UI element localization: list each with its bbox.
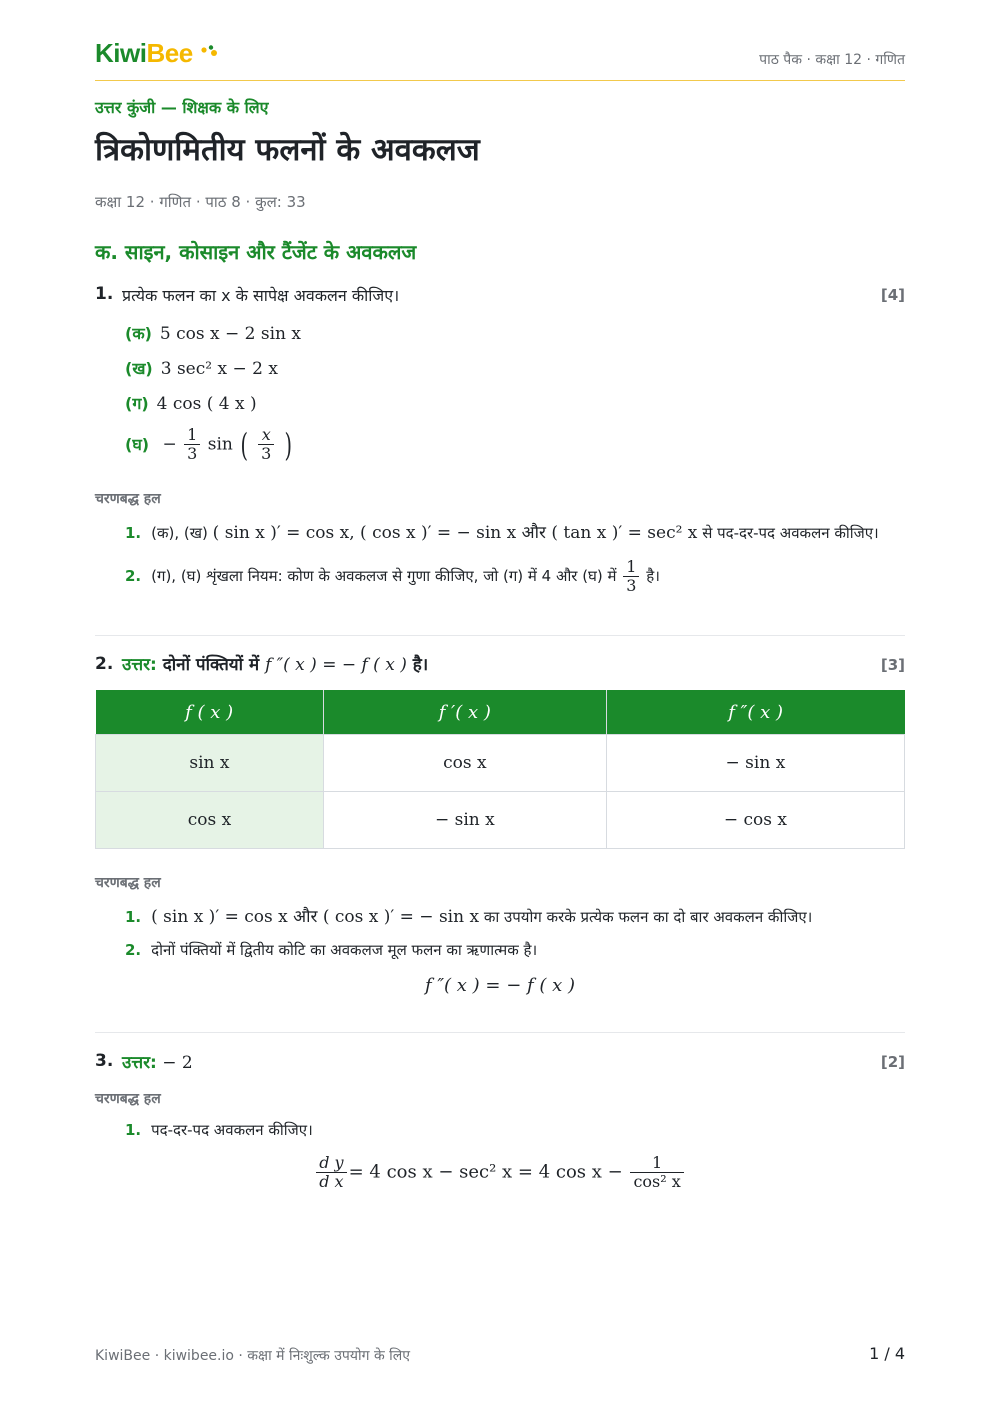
q1-part-a bbox=[125, 322, 301, 344]
frac-num: 1 bbox=[630, 1154, 683, 1173]
step-math: ( sin x )′ = cos x और ( cos x )′ = − sin x bbox=[151, 907, 480, 927]
step-rule: ( sin x )′ = cos x, ( cos x )′ = − sin x और ( tan x )′ = sec² x bbox=[212, 523, 698, 543]
table-cell: cos x bbox=[96, 792, 324, 849]
step-text: का उपयोग करके प्रत्येक फलन का दो बार अवकलन कीजिए। bbox=[483, 908, 813, 926]
table-cell: − sin x bbox=[606, 735, 904, 792]
step-text: दोनों पंक्तियों में द्वितीय कोटि का अवकलज मूल फलन का ऋणात्मक है। bbox=[151, 941, 538, 959]
part-label: (ग) bbox=[125, 394, 149, 413]
question-number: 1. bbox=[95, 284, 114, 304]
fraction bbox=[623, 558, 639, 595]
page-number: 1 / 4 bbox=[869, 1344, 905, 1363]
answer-value: − 2 bbox=[162, 1053, 193, 1073]
part-label: (घ) bbox=[125, 434, 150, 454]
frac-den: 3 bbox=[626, 576, 637, 595]
table-cell: − sin x bbox=[323, 792, 606, 849]
paren-close: ) bbox=[284, 425, 292, 464]
equation-middle: = 4 cos x − sec² x = 4 cos x − bbox=[348, 1161, 623, 1183]
frac-num: 1 bbox=[623, 558, 639, 577]
step-text: पद-दर-पद अवकलन कीजिए। bbox=[151, 1121, 313, 1139]
steps-label: चरणबद्ध हल bbox=[95, 491, 161, 507]
step-post: से पद-दर-पद अवकलन कीजिए। bbox=[702, 524, 879, 542]
table-cell: − cos x bbox=[606, 792, 904, 849]
part-expr-minus: − bbox=[162, 434, 177, 455]
answer-label: उत्तर: bbox=[122, 1053, 157, 1073]
frac-den: d x bbox=[319, 1172, 344, 1191]
answer-text: दोनों पंक्तियों में bbox=[162, 655, 260, 675]
display-equation: f ″( x ) = − f ( x ) bbox=[424, 975, 576, 996]
doc-kicker: उत्तर कुंजी — शिक्षक के लिए bbox=[95, 98, 269, 117]
answer-math: f ″( x ) = − f ( x ) bbox=[265, 655, 407, 675]
table-cell: cos x bbox=[323, 735, 606, 792]
part-expr: 3 sec² x − 2 x bbox=[160, 359, 278, 379]
page-title: त्रिकोणमितीय फलनों के अवकलज bbox=[95, 132, 480, 168]
table-cell: sin x bbox=[96, 735, 324, 792]
step-pre: (क), (ख) bbox=[151, 524, 208, 542]
table-header-row bbox=[96, 690, 905, 735]
step-number: 2. bbox=[125, 941, 142, 959]
q1-part-b bbox=[125, 357, 278, 379]
fraction bbox=[630, 1154, 683, 1191]
question-marks: [3] bbox=[880, 656, 905, 674]
page-footer bbox=[95, 1346, 905, 1365]
table-header: f ( x ) bbox=[96, 690, 324, 735]
part-expr: 5 cos x − 2 sin x bbox=[159, 324, 301, 344]
steps-label: चरणबद्ध हल bbox=[95, 875, 161, 891]
q2-step-1 bbox=[125, 904, 812, 927]
footer-text: KiwiBee · kiwibee.io · कक्षा में निःशुल्क उपयोग के लिए bbox=[95, 1348, 411, 1364]
kiwibee-logo bbox=[95, 38, 193, 69]
q1-step-2 bbox=[125, 558, 660, 595]
logo-text-kiwi: Kiwi bbox=[95, 38, 147, 68]
page-header bbox=[95, 38, 905, 81]
part-label: (क) bbox=[125, 324, 152, 343]
question-number: 2. bbox=[95, 654, 114, 674]
header-meta: पाठ पैक · कक्षा 12 · गणित bbox=[759, 52, 905, 68]
divider bbox=[95, 635, 905, 636]
question-text: प्रत्येक फलन का x के सापेक्ष अवकलन कीजिए। bbox=[122, 286, 400, 305]
part-label: (ख) bbox=[125, 359, 153, 378]
q2-step-2 bbox=[125, 940, 537, 960]
q1-part-c bbox=[125, 392, 257, 414]
sin-text: sin bbox=[207, 434, 233, 455]
q1-step-1 bbox=[125, 520, 879, 543]
derivative-table bbox=[95, 690, 905, 849]
step-post: है। bbox=[646, 567, 660, 585]
question-marks: [2] bbox=[880, 1053, 905, 1071]
q1-part-d bbox=[125, 426, 294, 463]
step-number: 2. bbox=[125, 567, 142, 585]
fraction: $\frac{1}{3}$ bbox=[184, 426, 200, 463]
frac-num: d y bbox=[316, 1154, 346, 1173]
step-number: 1. bbox=[125, 524, 142, 542]
table-header: f ″( x ) bbox=[606, 690, 904, 735]
fraction bbox=[316, 1154, 346, 1191]
frac-den: cos² x bbox=[633, 1172, 681, 1191]
table-row bbox=[96, 792, 905, 849]
answer-tail: है। bbox=[412, 655, 429, 675]
logo-dots-icon bbox=[199, 44, 221, 58]
doc-subtitle: कक्षा 12 · गणित · पाठ 8 · कुल: 33 bbox=[95, 193, 306, 211]
display-equation-q3 bbox=[95, 1154, 905, 1191]
worksheet-page bbox=[95, 0, 905, 1413]
q3-step-1 bbox=[125, 1120, 313, 1140]
logo-text-bee: Bee bbox=[146, 38, 193, 68]
question-number: 3. bbox=[95, 1051, 114, 1071]
table-row bbox=[96, 735, 905, 792]
answer-line bbox=[122, 652, 428, 675]
divider bbox=[95, 1032, 905, 1033]
fraction: $\frac{x}{3}$ bbox=[258, 426, 274, 463]
question-marks: [4] bbox=[880, 286, 905, 304]
table-header: f ′( x ) bbox=[323, 690, 606, 735]
answer-line bbox=[122, 1050, 193, 1073]
paren-open: ( bbox=[240, 425, 249, 464]
section-heading: क. साइन, कोसाइन और टैंजेंट के अवकलज bbox=[95, 240, 417, 264]
step-pre: (ग), (घ) शृंखला नियम: कोण के अवकलज से गुणा कीजिए, जो (ग) में 4 और (घ) में bbox=[151, 567, 617, 585]
step-number: 1. bbox=[125, 1121, 142, 1139]
step-number: 1. bbox=[125, 908, 142, 926]
part-expr: 4 cos ( 4 x ) bbox=[156, 394, 257, 414]
answer-label: उत्तर: bbox=[122, 655, 157, 675]
steps-label: चरणबद्ध हल bbox=[95, 1091, 161, 1107]
